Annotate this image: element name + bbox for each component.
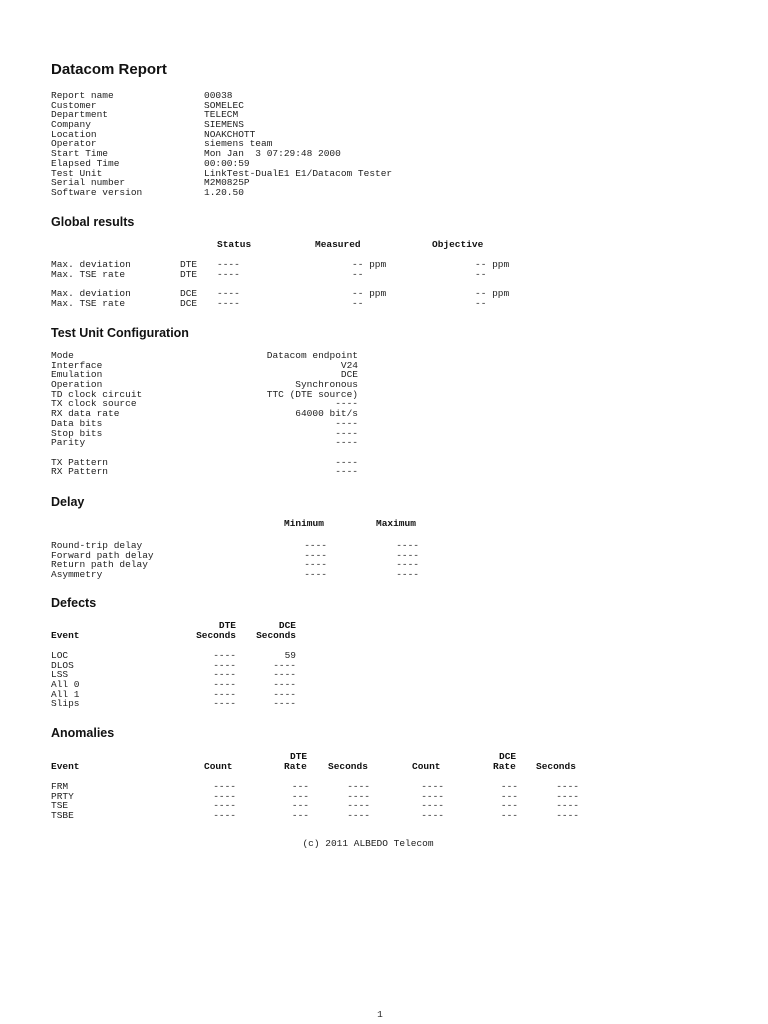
global-row-status: ---- [217,297,240,309]
anomaly-value: ---- [213,810,236,822]
delay-max: ---- [396,549,419,561]
anomaly-value: --- [500,781,518,792]
global-row-status: ---- [217,288,240,299]
field-value: TELECM [204,109,239,121]
field-label: Software version [51,186,143,198]
delay-max: ---- [396,540,419,551]
global-row-label: Max. deviation [51,259,131,270]
anomaly-value: ---- [421,800,444,812]
copyright-footer: (c) 2011 ALBEDO Telecom [302,838,434,849]
delay-max: ---- [396,569,419,581]
field-value: LinkTest-DualE1 E1/Datacom Tester [204,167,393,179]
defect-event: LOC [51,650,69,661]
global-row-objective-dce [475,289,509,308]
col-measured-header: Measured [315,239,361,250]
delay-min: ---- [304,549,327,561]
defect-dte: ---- [213,679,236,691]
global-row-side: DCE [180,297,198,309]
anomaly-dce-count [404,782,444,821]
report-field-values [204,91,392,198]
delay-min: ---- [304,559,327,571]
anomaly-value: ---- [421,810,444,822]
delay-min: ---- [304,569,327,581]
global-row-sides [180,260,197,279]
field-label: Test Unit [51,167,103,179]
config-value: Synchronous [295,379,358,391]
global-row-measured [352,260,386,279]
global-row-labels-dce [51,289,131,308]
config-label: Mode [51,350,74,361]
anomaly-value: ---- [347,800,370,812]
global-row-side: DTE [180,259,198,270]
delay-max: ---- [396,559,419,571]
col-dte-seconds-header: Seconds [328,761,368,772]
delay-label: Round-trip delay [51,540,143,551]
defect-events [51,651,80,709]
global-row-side: DCE [180,288,198,299]
field-label: Elapsed Time [51,157,120,169]
anomaly-value: --- [291,810,309,822]
anomaly-dte-rate [280,782,309,821]
anomaly-dte-count [196,782,236,821]
col-dte-header-bottom: Seconds [196,630,236,641]
col-dce-header-top: DCE [278,620,296,631]
col-status-header: Status [217,239,252,250]
defect-event: All 0 [51,679,80,691]
config-value: ---- [335,466,358,478]
anomaly-value: --- [500,800,518,812]
config-value: DCE [340,369,358,381]
anomaly-value: ---- [556,781,579,792]
config-label: Operation [51,379,103,391]
field-value: SIEMENS [204,119,244,131]
anomaly-event: FRM [51,781,69,792]
defect-event: All 1 [51,688,80,700]
page-number: 1 [377,1009,383,1020]
anomaly-value: --- [291,800,309,812]
config-value: ---- [335,398,358,410]
section-heading-defects: Defects [51,596,97,610]
global-row-statuses [217,260,240,279]
anomaly-events [51,782,74,821]
config-value: TTC (DTE source) [266,388,358,400]
config-label: Data bits [51,417,103,429]
global-row-measured-value: -- ppm [352,259,387,270]
config-label: RX data rate [51,408,120,420]
config-label: TD clock circuit [51,388,143,400]
global-row-measured-value: -- [352,268,364,280]
global-row-objective [475,260,509,279]
config-label: TX clock source [51,398,137,410]
field-label: Company [51,119,91,131]
anomaly-value: ---- [213,781,236,792]
col-objective-header: Objective [432,239,484,250]
global-row-measured-dce [352,289,386,308]
anomaly-value: --- [500,790,518,802]
config-value: ---- [335,437,358,449]
delay-label: Return path delay [51,559,148,571]
defect-dce: ---- [273,669,296,681]
anomaly-value: ---- [556,800,579,812]
global-row-objective-value: -- ppm [475,259,510,270]
col-minimum-header: Minimum [284,518,324,529]
section-heading-config: Test Unit Configuration [51,326,189,340]
anomaly-value: ---- [347,790,370,802]
config-labels [51,351,142,477]
global-row-status: ---- [217,268,240,280]
delay-min: ---- [304,540,327,551]
global-row-statuses-dce [217,289,240,308]
global-row-objective-value: -- [475,268,487,280]
field-value: siemens team [204,138,273,150]
defect-dce: ---- [273,688,296,700]
field-value: 00038 [204,90,233,101]
config-value: Datacom endpoint [266,350,358,361]
anomaly-dte-seconds [330,782,370,821]
global-row-sides-dce [180,289,197,308]
defect-dte: ---- [213,659,236,671]
field-value: 1.20.50 [204,186,244,198]
defect-dte: ---- [213,698,236,710]
col-dce-count-header: Count [412,761,441,772]
config-value: ---- [335,427,358,439]
defect-event: Slips [51,698,80,710]
config-label: Interface [51,359,103,371]
global-row-status: ---- [217,259,240,270]
defect-dce: ---- [273,659,296,671]
field-label: Department [51,109,109,121]
section-heading-delay: Delay [51,495,85,509]
config-values [200,351,358,477]
config-value: V24 [340,359,358,371]
col-dte-count-header: Count [204,761,233,772]
global-row-label: Max. TSE rate [51,268,126,280]
defect-event: LSS [51,669,69,681]
col-dte-header-top: DTE [218,620,236,631]
col-dce-rate-header: Rate [493,761,516,772]
anomaly-event: PRTY [51,790,74,802]
defect-dte: ---- [213,650,236,661]
field-label: Location [51,128,97,140]
global-row-measured-value: -- [352,297,364,309]
field-label: Operator [51,138,97,150]
field-value: M2M0825P [204,177,250,189]
config-label: Stop bits [51,427,103,439]
config-label: Parity [51,437,86,449]
col-dte-group-header: DTE [290,751,308,762]
defect-dce-values [256,651,296,709]
defect-dte: ---- [213,688,236,700]
field-label: Report name [51,90,114,101]
anomaly-value: --- [291,790,309,802]
global-row-objective-value: -- [475,297,487,309]
field-label: Start Time [51,148,109,160]
anomaly-dce-rate [489,782,518,821]
anomaly-value: ---- [421,790,444,802]
field-value: Mon Jan 3 07:29:48 2000 [204,148,341,160]
defect-dte-values [196,651,236,709]
col-dce-group-header: DCE [499,751,517,762]
delay-label: Forward path delay [51,549,154,561]
global-row-measured-value: -- ppm [352,288,387,299]
anomaly-value: --- [291,781,309,792]
config-label: TX Pattern [51,456,109,468]
delay-max-values [382,541,419,580]
config-label: Emulation [51,369,103,381]
field-label: Customer [51,99,97,111]
defect-dce: ---- [273,679,296,691]
report-field-labels [51,91,142,198]
global-row-labels [51,260,131,279]
section-heading-global: Global results [51,215,135,229]
delay-labels [51,541,154,580]
field-value: NOAKCHOTT [204,128,256,140]
field-value: SOMELEC [204,99,244,111]
global-row-label: Max. TSE rate [51,297,126,309]
col-event-header: Event [51,630,80,641]
config-value: ---- [335,456,358,468]
col-event-header: Event [51,761,80,772]
global-row-objective-value: -- ppm [475,288,510,299]
field-label: Serial number [51,177,126,189]
global-row-label: Max. deviation [51,288,131,299]
anomaly-value: ---- [347,781,370,792]
field-value: 00:00:59 [204,157,250,169]
col-dte-rate-header: Rate [284,761,307,772]
defect-dce: ---- [273,698,296,710]
defect-dte: ---- [213,669,236,681]
col-dce-seconds-header: Seconds [536,761,576,772]
delay-label: Asymmetry [51,569,103,581]
section-heading-anomalies: Anomalies [51,726,115,740]
anomaly-event: TSE [51,800,69,812]
col-dce-header-bottom: Seconds [256,630,296,641]
anomaly-event: TSBE [51,810,74,822]
anomaly-value: ---- [213,790,236,802]
col-maximum-header: Maximum [376,518,416,529]
report-title: Datacom Report [51,61,167,78]
anomaly-dce-seconds [539,782,579,821]
config-value: ---- [335,417,358,429]
anomaly-value: ---- [421,781,444,792]
defect-event: DLOS [51,659,74,671]
anomaly-value: ---- [556,810,579,822]
anomaly-value: ---- [347,810,370,822]
config-value: 64000 bit/s [295,408,358,420]
anomaly-value: ---- [556,790,579,802]
delay-min-values [290,541,327,580]
anomaly-value: --- [500,810,518,822]
config-label: RX Pattern [51,466,109,478]
global-row-side: DTE [180,268,198,280]
defect-dce: 59 [284,650,296,661]
anomaly-value: ---- [213,800,236,812]
